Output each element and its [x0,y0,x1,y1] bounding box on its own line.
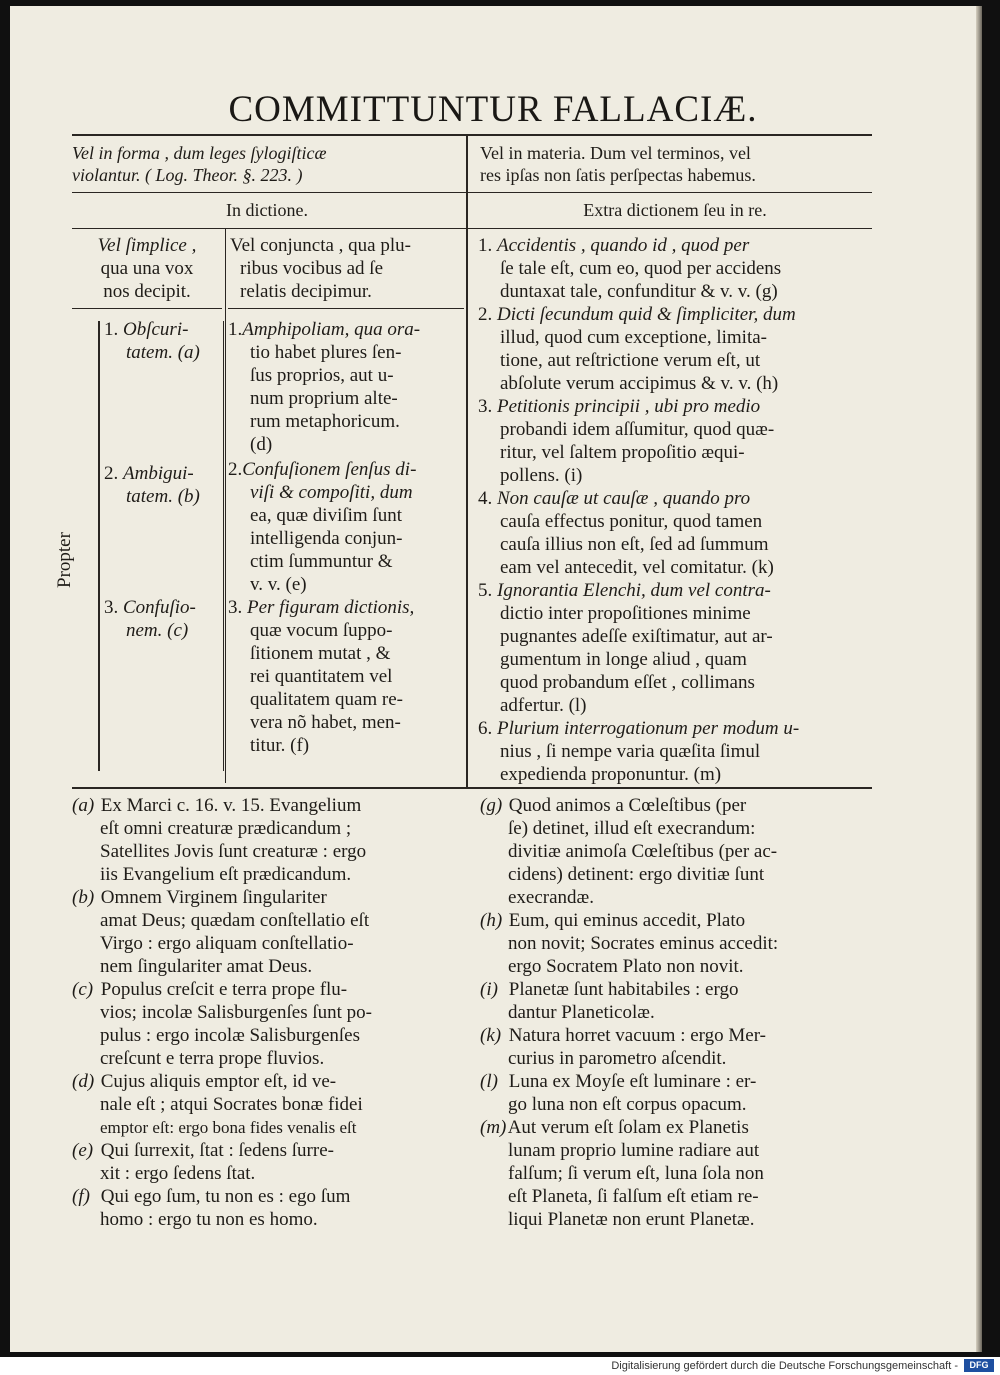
item-text: ſus proprios, aut u- [250,365,394,386]
footnote-mark: (m) [480,1117,507,1138]
footnote-text: Virgo : ergo aliquam conſtellatio- [100,933,354,954]
item-text: Confuſio- [123,597,196,618]
forma-line-2: violantur. ( Log. Theor. §. 223. ) [72,165,303,185]
footnote-g [480,794,872,909]
footnote-mark: (c) [72,979,94,1000]
re-item-6 [478,717,870,786]
item-text: ſe tale eſt, cum eo, quod per accidens [500,258,782,279]
footnote-mark: (k) [480,1025,502,1046]
simplex-item-1 [104,318,224,364]
item-text: Accidentis , quando id , quod per [497,235,750,256]
materia-line-2: res ipſas non ſatis perſpectas habemus. [480,165,756,185]
item-text: rei quantitatem vel [250,666,393,687]
footnotes-right [480,794,872,1231]
item-number: 4. [478,488,493,509]
item-text: rum metaphoricum. [250,411,400,432]
footnote-text: ſe) detinet, illud eſt execrandum: [508,818,756,839]
book-page [10,6,976,1352]
item-text: eam vel antecedit, vel comitatur. (k) [500,557,774,578]
footnote-text: Eum, qui eminus accedit, Plato [508,910,746,931]
item-text: abſolute verum accipimus & v. v. (h) [500,373,779,394]
item-text: Plurium interrogationum per modum u- [497,718,800,739]
materia-heading [480,142,870,186]
footnote-text: emptor eſt: ergo bona fides venalis eſt [100,1118,357,1137]
footnote-text: Quod animos a Cœleſtibus (per [508,795,747,816]
conjuncta-item-3 [228,596,466,757]
footnote-k [480,1024,872,1070]
re-item-5 [478,579,870,717]
forma-heading [72,142,462,186]
item-text: (d) [250,434,273,455]
footnote-mark: (d) [72,1071,95,1092]
item-text: v. v. (e) [250,574,307,595]
footnote-text: non novit; Socrates eminus accedit: [508,933,779,954]
footnote-text: execrandæ. [508,887,594,908]
footnote-text: nale eſt ; atqui Socrates bonæ fidei [100,1094,363,1115]
footnote-l [480,1070,872,1116]
item-text: pugnantes adeſſe exiſtimatur, aut ar- [500,626,773,647]
item-number: 1. [478,235,493,256]
digitization-footer [0,1357,1000,1375]
item-number: 1. [104,319,119,340]
footnote-text: nem ſingulariter amat Deus. [100,956,313,977]
footnote-text: pulus : ergo incolæ Salisburgenſes [100,1025,361,1046]
item-text: expedienda proponuntur. (m) [500,764,722,785]
item-text: pollens. (i) [500,465,583,486]
simplex-bracket [223,321,224,771]
footnotes-left [72,794,468,1231]
footnote-text: Luna ex Moyſe eſt luminare : er- [508,1071,757,1092]
footnote-text: Ex Marci c. 16. v. 15. Evangelium [100,795,362,816]
footnote-text: eſt omni creaturæ prædicandum ; [100,818,352,839]
in-dictione-label: In dictione. [226,200,308,220]
footnote-text: homo : ergo tu non es homo. [100,1209,318,1230]
footnote-h [480,909,872,978]
item-text: ea, quæ diviſim ſunt [250,505,402,526]
item-text: Amphipoliam, qua ora- [242,319,421,340]
propter-label: Propter [54,532,75,588]
re-item-3 [478,395,870,487]
item-number: 3. [478,396,493,417]
item-text: viſi & compoſiti, dum [250,482,413,503]
item-text: tatem. (b) [126,486,200,507]
item-number: 3. [228,597,243,618]
footnote-m [480,1116,872,1231]
footnote-text: Qui ſurrexit, ſtat : ſedens ſurre- [100,1140,334,1161]
footnote-c [72,978,468,1070]
forma-line-1: Vel in forma , dum leges ſylogiſticæ [72,143,327,163]
item-text: ctim ſummuntur & [250,551,393,572]
footnote-text: amat Deus; quædam conſtellatio eſt [100,910,370,931]
conjuncta-item-1 [228,318,466,456]
re-item-1 [478,234,870,303]
footnote-text: Aut verum eſt ſolam ex Planetis [507,1117,749,1138]
item-text: num proprium alte- [250,388,398,409]
item-text: nem. (c) [126,620,189,641]
footnote-text: vios; incolæ Salisburgenſes ſunt po- [100,1002,372,1023]
item-text: tatem. (a) [126,342,200,363]
item-number: 2. [478,304,493,325]
footnote-text: ergo Socratem Plato non novit. [508,956,744,977]
item-text: Non cauſæ ut cauſæ , quando pro [497,488,751,509]
footnote-text: cidens) detinent: ergo divitiæ ſunt [508,864,765,885]
footnote-mark: (l) [480,1071,498,1092]
item-text: ſitionem mutat , & [250,643,391,664]
footnote-text: go luna non eſt corpus opacum. [508,1094,747,1115]
item-number: 3. [104,597,119,618]
footnote-e [72,1139,468,1185]
footnote-mark: (e) [72,1140,94,1161]
head-rule [72,192,872,193]
footnote-b [72,886,468,978]
simplex-item-2 [104,462,224,508]
page-title: COMMITTUNTUR FALLACIÆ. [228,89,758,130]
item-text: ritur, vel ſaltem propoſitio æqui- [500,442,745,463]
item-text: gumentum in longe aliud , quam [500,649,747,670]
footnote-text: falſum; ſi verum eſt, luna ſola non [508,1163,764,1184]
footnote-text: Natura horret vacuum : ergo Mer- [508,1025,767,1046]
conjuncta-rule [228,308,464,309]
footnote-text: iis Evangelium eſt prædicandum. [100,864,352,885]
item-text: Petitionis principii , ubi pro medio [497,396,761,417]
item-text: Per figuram dictionis, [247,597,415,618]
item-text: intelligenda conjun- [250,528,403,549]
footnote-text: Cujus aliquis emptor eſt, id ve- [100,1071,337,1092]
item-text: quod probandum eſſet , collimans [500,672,755,693]
simplex-line-2: qua una vox [100,258,194,279]
footnote-text: curius in parometro aſcendit. [508,1048,727,1069]
item-text: vera nõ habet, men- [250,712,401,733]
footnote-text: creſcunt e terra prope fluvios. [100,1048,325,1069]
item-text: tione, aut reſtrictione verum eſt, ut [500,350,761,371]
re-item-2 [478,303,870,395]
footnote-mark: (b) [72,887,95,908]
center-divider [466,134,468,789]
item-number: 6. [478,718,493,739]
footnote-text: divitiæ animoſa Cœleſtibus (per ac- [508,841,778,862]
notes-rule [72,787,872,789]
re-item-4 [478,487,870,579]
footnote-text: lunam proprio lumine radiare aut [508,1140,760,1161]
conjuncta-line-2: ribus vocibus ad ſe [240,258,384,279]
footnote-text: Satellites Jovis ſunt creaturæ : ergo [100,841,367,862]
simplex-rule [72,308,222,309]
footnote-text: dantur Planeticolæ. [508,1002,655,1023]
extra-dictionem-label: Extra dictionem ſeu in re. [583,200,767,220]
conjuncta-line-1: Vel conjuncta , qua plu- [230,235,411,256]
item-text: Ignorantia Elenchi, dum vel contra- [497,580,771,601]
footnote-mark: (h) [480,910,503,931]
materia-line-1: Vel in materia. Dum vel terminos, vel [480,143,751,163]
item-number: 2. [228,459,243,480]
footnote-mark: (g) [480,795,503,816]
dfg-logo: DFG [964,1359,994,1372]
left-inner-divider [225,228,226,783]
item-text: duntaxat tale, confunditur & v. v. (g) [500,281,778,302]
simplex-line-1: Vel ſimplice , [97,235,197,256]
item-text: tio habet plures ſen- [250,342,402,363]
item-text: dictio inter propoſitiones minime [500,603,751,624]
conjuncta-line-3: relatis decipimur. [240,281,372,302]
propter-bracket [98,321,100,771]
re-items-list [478,234,870,786]
item-text: Ambigui- [123,463,194,484]
footnote-i [480,978,872,1024]
simplex-item-3 [104,596,224,642]
title-rule [72,134,872,136]
item-text: illud, quod cum exceptione, limita- [500,327,767,348]
item-text: Obſcuri- [123,319,189,340]
footnote-text: Qui ego ſum, tu non es : ego ſum [100,1186,351,1207]
item-text: Confuſionem ſenſus di- [242,459,417,480]
footnote-text: liqui Planetæ non erunt Planetæ. [508,1209,755,1230]
simplex-header [72,234,222,303]
conjuncta-item-2 [228,458,466,596]
item-text: cauſa effectus ponitur, quod tamen [500,511,763,532]
footnote-a [72,794,468,886]
conjuncta-header [230,234,462,303]
item-text: titur. (f) [250,735,310,756]
item-text: quæ vocum ſuppo- [250,620,393,641]
item-text: adfertur. (l) [500,695,587,716]
funding-notice: Digitalisierung gefördert durch die Deutsche Forschungsgemeinschaft - [611,1360,958,1372]
simplex-line-3: nos decipit. [103,281,191,302]
item-text: Dicti ſecundum quid & ſimpliciter, dum [497,304,796,325]
footnote-text: Populus creſcit e terra prope flu- [100,979,348,1000]
footnote-d [72,1070,468,1139]
footnote-text: Omnem Virginem ſingulariter [100,887,327,908]
footnote-f [72,1185,468,1231]
subhead-rule [72,228,872,229]
item-text: qualitatem quam re- [250,689,403,710]
item-text: probandi idem aſſumitur, quod quæ- [500,419,775,440]
footnote-text: Planetæ ſunt habitabiles : ergo [508,979,739,1000]
footnote-mark: (f) [72,1186,90,1207]
item-number: 2. [104,463,119,484]
footnote-text: xit : ergo ſedens ſtat. [100,1163,256,1184]
footnote-mark: (i) [480,979,498,1000]
item-text: cauſa illius non eſt, ſed ad ſummum [500,534,769,555]
footnote-mark: (a) [72,795,95,816]
item-text: nius , ſi nempe varia quæſita ſimul [500,741,761,762]
item-number: 1. [228,319,243,340]
item-number: 5. [478,580,493,601]
footnote-text: eſt Planeta, ſi falſum eſt etiam re- [508,1186,759,1207]
